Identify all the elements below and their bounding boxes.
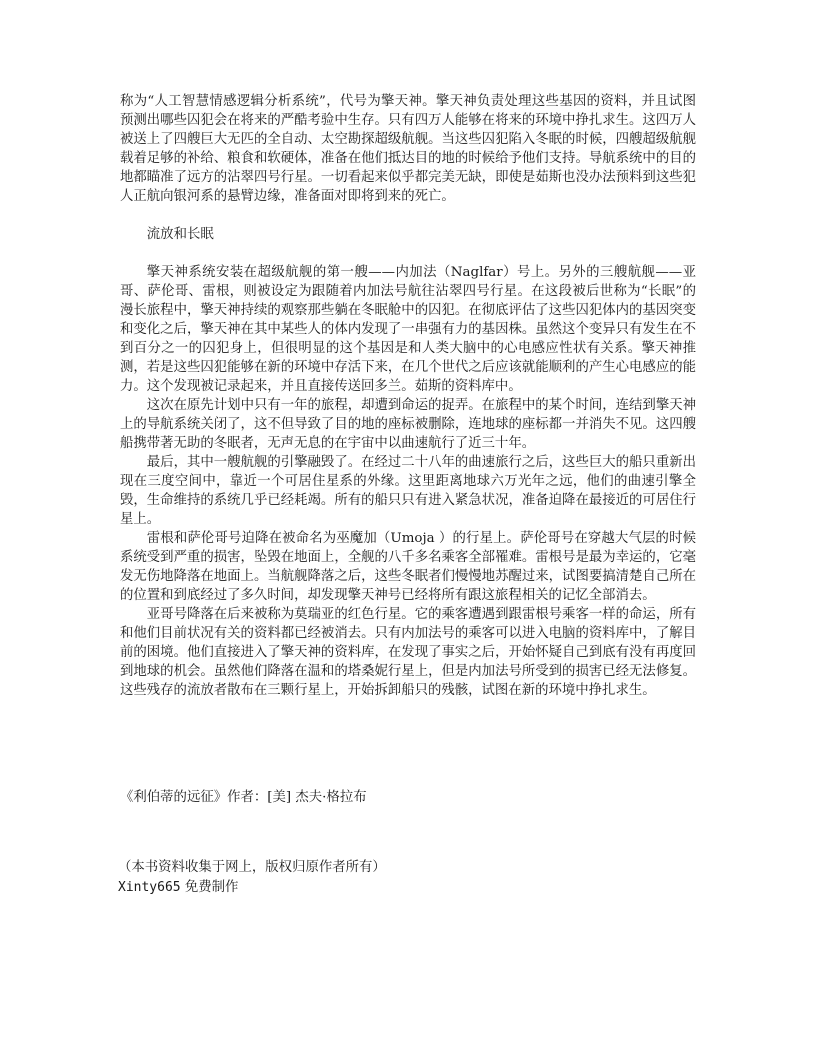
book-credit: 《利伯蒂的远征》作者：[美] 杰夫·格拉布: [120, 790, 367, 805]
section-heading: 流放和长眠: [146, 227, 214, 242]
producer-suffix: 免费制作: [180, 880, 239, 895]
body-paragraph-2: 这次在原先计划中只有一年的旅程，却遭到命运的捉弄。在旅程中的某个时间，连结到擎天神上的导航系统关闭了，这不但导致了目的地的座标被删除，连地球的座标都一并消失不见。这四艘船携带著无助的冬眠者，无声无息的在宇宙中以曲速航行了近三十年。: [120, 398, 696, 451]
body-paragraph-4: 雷根和萨伦哥号迫降在被命名为巫魔加（Umoja ）的行星上。萨伦哥号在穿越大气层的时候系统受到严重的损害，坠毁在地面上，全舰的八千多名乘客全部罹难。雷根号是最为幸运的，它毫发无伤地降落在地面上。当航舰降落之后，这些冬眠者们慢慢地苏醒过来，试图要搞清楚自己所在的位置和到底经过了多久时间，却发现擎天神号已经将所有跟这旅程相关的记忆全部消去。: [120, 531, 696, 603]
body-paragraph-5: 亚哥号降落在后来被称为莫瑞亚的红色行星。它的乘客遭遇到跟雷根号乘客一样的命运，所有和他们目前状况有关的资料都已经被消去。只有内加法号的乘客可以进入电脑的资料库中，了解目前的困境。他们直接进入了擎天神的资料库，在发现了事实之后，开始怀疑自己到底有没有再度回到地球的机会。虽然他们降落在温和的塔桑妮行星上，但是内加法号所受到的损害已经无法修复。这些残存的流放者散布在三颗行星上，开始拆卸船只的残骸，试图在新的环境中挣扎求生。: [120, 607, 696, 698]
producer-name: Xinty665: [118, 880, 181, 895]
body-paragraph-3: 最后，其中一艘航舰的引擎融毁了。在经过二十八年的曲速旅行之后，这些巨大的船只重新出现在三度空间中，靠近一个可居住星系的外缘。这里距离地球六万光年之远，他们的曲速引擎全毁，生命维持的系统几乎已经耗竭。所有的船只只有进入紧急状况，准备迫降在最接近的可居住行星上。: [120, 455, 696, 527]
producer-line: [118, 878, 386, 898]
body-paragraph-1: 擎天神系统安装在超级航舰的第一艘——内加法（Naglfar）号上。另外的三艘航舰——亚哥、萨伦哥、雷根，则被设定为跟随着内加法号航往沾翠四号行星。在这段被后世称为“长眠”的漫长旅程中，擎天神持续的观察那些躺在冬眠舱中的囚犯。在彻底评估了这些囚犯体内的基因突变和变化之后，擎天神在其中某些人的体内发现了一串强有力的基因株。虽然这个变异只有发生在不到百分之一的囚犯身上，但很明显的这个基因是和人类大脑中的心电感应性状有关系。擎天神推测，若是这些囚犯能够在新的环境中存活下来，在几个世代之后应该就能顺利的产生心电感应的能力。这个发现被记录起来，并且直接传送回多兰。茹斯的资料库中。: [120, 265, 696, 394]
footer: [118, 858, 386, 898]
intro-paragraph: 称为“人工智慧情感逻辑分析系统”，代号为擎天神。擎天神负责处理这些基因的资料，并且试图预测出哪些囚犯会在将来的严酷考验中生存。只有四万人能够在将来的环境中挣扎求生。这四万人被送上了四艘巨大无匹的全自动、太空勘探超级航舰。当这些囚犯陷入冬眠的时候，四艘超级航舰载着足够的补给、粮食和软硬体，准备在他们抵达目的地的时候给予他们支持。导航系统中的目的地都瞄准了远方的沾翠四号行星。一切看起来似乎都完美无缺，即使是茹斯也没办法预料到这些犯人正航向银河系的悬臂边缘，准备面对即将到来的死亡。: [120, 94, 696, 204]
document-body: [120, 92, 696, 700]
footer-note: （本书资料收集于网上，版权归原作者所有）: [118, 860, 386, 875]
